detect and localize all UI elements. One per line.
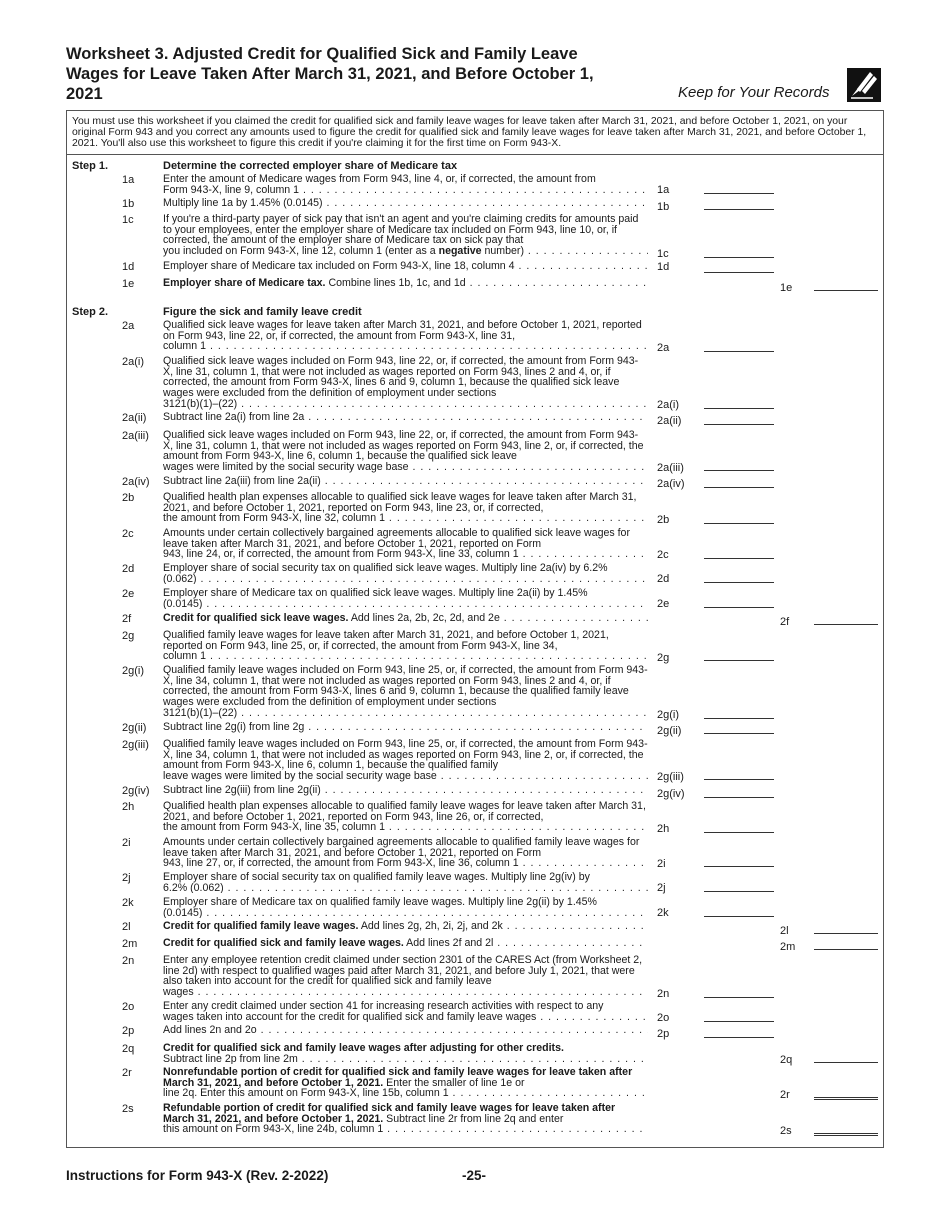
lead-bold: Credit for qualified family leave wages.: [163, 921, 359, 932]
line-description-lead: leave wages were limited by the social security wage base . . .: [163, 771, 648, 782]
line-description-bold: [163, 1043, 648, 1054]
line-text-2n: [163, 955, 648, 998]
line-text-2j: [163, 872, 648, 893]
line-ref: 1d: [657, 261, 670, 273]
step1-title: Determine the corrected employer share of Medicare tax: [163, 160, 458, 172]
amount-field-2g[interactable]: [704, 660, 774, 661]
line-ref: 2g: [657, 652, 670, 664]
line-text-2h: [163, 801, 648, 833]
line-description-lead: this amount on Form 943-X, line 24b, column 1 . . .: [163, 1124, 648, 1135]
line-description-lead: Subtract line 2p from line 2m . . .: [163, 1054, 648, 1065]
line-description-lead: (0.062) . . .: [163, 574, 648, 585]
worksheet-title: Worksheet 3. Adjusted Credit for Qualified Sick and Family Leave Wages for Leave Taken After March 31, 2021, and Before October 1, 2021: [66, 45, 594, 103]
line-description-lead: [163, 921, 648, 932]
line-description: [163, 1067, 648, 1088]
amount-field-2d[interactable]: [704, 582, 774, 583]
line-number: 1d: [122, 261, 135, 273]
line-number: 2l: [122, 921, 131, 933]
keep-records-label: Keep for Your Records: [678, 84, 830, 101]
line-description: Qualified sick leave wages included on Form 943, line 22, or, if corrected, the amount from Form 943-X, line 31, column 1, that were not included as wages reported on Form 943, lines 2 and 4, or, if corrected, the amount from Form 943-X, lines 6 and 9, column 1, because the qualified sick leave wages were excluded from the definition of employment under sections: [163, 355, 639, 400]
line-number: 1e: [122, 278, 135, 290]
amount-field-2k[interactable]: [704, 916, 774, 917]
line-description-lead: 6.2% (0.062) . . .: [163, 883, 648, 894]
line-ref: 2h: [657, 823, 670, 835]
footer-form-name: Instructions for Form 943-X (Rev. 2-2022): [66, 1168, 329, 1183]
line-number: 2p: [122, 1025, 135, 1037]
line-text-2giv: [163, 785, 648, 796]
amount-field-1e[interactable]: [814, 290, 878, 291]
lead-bold: negative: [438, 246, 482, 257]
line-description-lead: 943, line 24, or, if corrected, the amount from Form 943-X, line 33, column 1 . . .: [163, 549, 648, 560]
line-description-lead: 3121(b)(1)–(22) . . .: [163, 708, 648, 719]
line-description-lead: [163, 613, 648, 624]
line-description-lead: column 1 . . .: [163, 651, 648, 662]
line-number: 2n: [122, 955, 135, 967]
line-ref: 1c: [657, 248, 669, 260]
line-text-2gii: [163, 722, 648, 733]
line-description-lead: [163, 938, 648, 949]
line-text-2ai: [163, 356, 648, 410]
line-ref: 2q: [780, 1054, 793, 1066]
line-text-2k: [163, 897, 648, 918]
line-description-lead: wages . . .: [163, 987, 648, 998]
line-number: 2g(i): [122, 665, 145, 677]
line-number: 2s: [122, 1103, 134, 1115]
line-number: 2g(iv): [122, 785, 150, 797]
line-number: 1a: [122, 174, 135, 186]
bold-text: Refundable portion of credit for qualified sick and family leave wages for leave taken after March 31, 2021, and before October 1, 2021.: [163, 1102, 616, 1125]
line-ref: 2e: [657, 598, 670, 610]
line-text-2c: [163, 528, 648, 560]
amount-field-1d[interactable]: [704, 272, 774, 273]
amount-field-2j[interactable]: [704, 891, 774, 892]
amount-field-2giii[interactable]: [704, 779, 774, 780]
amount-field-2aiii[interactable]: [704, 470, 774, 471]
line-description-lead: Multiply line 1a by 1.45% (0.0145) . . .: [163, 198, 648, 209]
line-number: 2g(iii): [122, 739, 149, 751]
line-ref: 2j: [657, 882, 666, 894]
line-text-2aiv: [163, 476, 648, 487]
line-text-2e: [163, 588, 648, 609]
amount-field-2p[interactable]: [704, 1037, 774, 1038]
amount-field-2e[interactable]: [704, 607, 774, 608]
line-text-1a: [163, 174, 648, 195]
amount-field-2ai[interactable]: [704, 408, 774, 409]
line-number: 2f: [122, 613, 132, 625]
line-text-2p: [163, 1025, 648, 1036]
line-number: 2c: [122, 528, 134, 540]
line-number: 2m: [122, 938, 138, 950]
line-ref: 2c: [657, 549, 669, 561]
line-ref: 2f: [780, 616, 790, 628]
line-description-lead: 3121(b)(1)–(22) . . .: [163, 399, 648, 410]
line-text-1b: [163, 198, 648, 209]
line-description: [163, 1103, 648, 1124]
line-description-lead: Add lines 2n and 2o . . .: [163, 1025, 648, 1036]
line-description: Qualified sick leave wages for leave taken after March 31, 2021, and before October 1, 2021, reported on Form 943, line 22, or, if corrected, the amount from Form 943-X, line 31,: [163, 319, 642, 342]
line-ref: 2p: [657, 1028, 670, 1040]
line-number: 2g(ii): [122, 722, 147, 734]
plain-text: Subtract line 2r from line 2q and enter: [383, 1112, 564, 1125]
amount-field-2c[interactable]: [704, 558, 774, 559]
line-text-2giii: [163, 739, 648, 782]
amount-field-2a[interactable]: [704, 351, 774, 352]
lead-post: number): [481, 246, 524, 257]
line-number: 2r: [122, 1067, 132, 1079]
line-description: Enter the amount of Medicare wages from Form 943, line 4, or, if corrected, the amount from: [163, 173, 596, 185]
line-text-2i: [163, 837, 648, 869]
line-ref: 2g(iii): [657, 771, 684, 783]
line-ref: 2g(ii): [657, 725, 682, 737]
line-text-2g: [163, 630, 648, 662]
line-description-lead: Subtract line 2a(i) from line 2a . . .: [163, 412, 648, 423]
line-text-2o: [163, 1001, 648, 1022]
line-description: Employer share of Medicare tax on qualified sick leave wages. Multiply line 2a(ii) by 1.45%: [163, 587, 588, 599]
line-text-2gi: [163, 665, 648, 719]
line-ref: 2a(i): [657, 399, 680, 411]
line-number: 1c: [122, 214, 134, 226]
amount-field-2giv[interactable]: [704, 797, 774, 798]
bold-text: Credit for qualified sick and family leave wages after adjusting for other credits.: [163, 1042, 564, 1054]
amount-field-2h[interactable]: [704, 832, 774, 833]
step1-label: Step 1.: [72, 160, 109, 172]
line-ref: 2r: [780, 1089, 790, 1101]
amount-field-1b[interactable]: [704, 209, 774, 210]
line-ref: 2b: [657, 514, 670, 526]
line-description: Employer share of social security tax on qualified family leave wages. Multiply line 2g(iv) by: [163, 871, 590, 883]
step2-label: Step 2.: [72, 306, 109, 318]
lead-pre: you included on Form 943-X, line 12, column 1 (enter as a: [163, 246, 439, 257]
lead-rest: Add lines 2f and 2l: [403, 938, 494, 949]
lead-bold: Credit for qualified sick leave wages.: [163, 613, 349, 624]
line-ref: 2a(iii): [657, 462, 684, 474]
line-ref: 2o: [657, 1012, 670, 1024]
bold-text: Nonrefundable portion of credit for qualified sick and family leave wages for leave taken after March 31, 2021, and before October 1, 2021.: [163, 1066, 633, 1089]
lead-rest: Add lines 2g, 2h, 2i, 2j, and 2k: [358, 921, 503, 932]
line-ref: 2m: [780, 941, 796, 953]
line-ref: 2g(i): [657, 709, 680, 721]
line-number: 2k: [122, 897, 134, 909]
line-description: Qualified family leave wages included on Form 943, line 25, or, if corrected, the amount from Form 943-X, line 34, column 1, that were not included as wages reported on Form 943, lines 2 and 4, or, if corrected, the amount from Form 943-X, lines 6 and 9, column 1, because the qualified family leave wages were excluded from the definition of employment under sections: [163, 664, 648, 709]
line-text-2r: [163, 1067, 648, 1099]
amount-field-2n[interactable]: [704, 997, 774, 998]
line-text-1c: [163, 214, 648, 257]
line-description: Qualified family leave wages for leave taken after March 31, 2021, and before October 1, 2021, reported on Form 943, line 25, or, if corrected, the amount from Form 943-X, line 34,: [163, 629, 609, 652]
footer-page-number: -25-: [462, 1168, 487, 1183]
amount-field-1c[interactable]: [704, 257, 774, 258]
line-number: 2a(i): [122, 356, 145, 368]
line-description: Qualified family leave wages included on Form 943, line 25, or, if corrected, the amount from Form 943-X, line 34, column 1, that were not included as wages reported on Form 943, line 2, or, if corrected, the amount from Form 943-X, line 6, column 1, because the qualified family: [163, 738, 648, 772]
line-description: Employer share of Medicare tax on qualified family leave wages. Multiply line 2g(ii) by 1.45%: [163, 896, 597, 908]
line-ref: 2i: [657, 858, 666, 870]
line-number: 2j: [122, 872, 131, 884]
line-description: Qualified health plan expenses allocable to qualified sick leave wages for leave taken after March 31, 2021, and before October 1, 2021, reported on Form 943, line 23, or, if corrected,: [163, 491, 637, 514]
line-ref: 1e: [780, 282, 793, 294]
line-description: Enter any employee retention credit claimed under section 2301 of the CARES Act (from Worksheet 2, line 2d) with respect to qualified wages paid after March 31, 2021, and before July 1, 2021, that were also taken into account for the credit for qualified sick and family leave: [163, 954, 643, 988]
line-description-lead: column 1 . . .: [163, 341, 648, 352]
line-number: 2i: [122, 837, 131, 849]
plain-text: Enter the smaller of line 1e or: [383, 1076, 525, 1089]
amount-field-1a[interactable]: [704, 193, 774, 194]
intro-divider: [66, 154, 884, 155]
line-text-2a: [163, 320, 648, 352]
line-text-2aiii: [163, 430, 648, 473]
line-text-2f: [163, 613, 648, 624]
lead-rest: Combine lines 1b, 1c, and 1d: [325, 278, 466, 289]
line-description-lead: [163, 246, 648, 257]
amount-field-2i[interactable]: [704, 866, 774, 867]
line-description-lead: the amount from Form 943-X, line 32, column 1 . . .: [163, 513, 648, 524]
line-ref: 2a(iv): [657, 478, 685, 490]
amount-field-2l[interactable]: [814, 933, 878, 934]
line-text-2q: [163, 1043, 648, 1064]
line-description-lead: Subtract line 2g(iii) from line 2g(ii) . . .: [163, 785, 648, 796]
line-ref: 2n: [657, 988, 670, 1000]
line-ref: 2l: [780, 925, 789, 937]
line-text-2l: [163, 921, 648, 932]
lead-bold: Credit for qualified sick and family leave wages.: [163, 938, 404, 949]
intro-text: You must use this worksheet if you claimed the credit for qualified sick and family leave wages for leave taken after March 31, 2021, and before October 1, 2021, on your original Form 943 and you correct any amounts used to figure the credit for qualified sick and family leave wages for leave taken after March 31, 2021, and before October 1, 2021. You'll also use this worksheet to figure this credit if you're claiming it for the first time on Form 943-X.: [72, 116, 867, 149]
line-description-lead: the amount from Form 943-X, line 35, column 1 . . .: [163, 822, 648, 833]
amount-field-2o[interactable]: [704, 1021, 774, 1022]
amount-field-2aii[interactable]: [704, 424, 774, 425]
amount-field-2r[interactable]: [814, 1097, 878, 1100]
line-number: 2e: [122, 588, 135, 600]
line-number: 1b: [122, 198, 135, 210]
line-description: Qualified sick leave wages included on Form 943, line 22, or, if corrected, the amount from Form 943-X, line 31, column 1, that were not included as wages reported on Form 943, line 2, or, if corrected, the amount from Form 943-X, line 6, column 1, because the qualified sick leave: [163, 429, 644, 463]
line-description: Employer share of social security tax on qualified sick leave wages. Multiply line 2a(iv) by 6.2%: [163, 562, 608, 574]
line-number: 2o: [122, 1001, 135, 1013]
line-number: 2q: [122, 1043, 135, 1055]
line-ref: 2a: [657, 342, 670, 354]
line-number: 2h: [122, 801, 135, 813]
line-description-lead: (0.0145) . . .: [163, 908, 648, 919]
line-text-2s: [163, 1103, 648, 1135]
line-description-lead: line 2q. Enter this amount on Form 943-X, line 15b, column 1 . . .: [163, 1088, 648, 1099]
line-text-1e: [163, 278, 648, 289]
line-number: 2b: [122, 492, 135, 504]
line-description-lead: 943, line 27, or, if corrected, the amount from Form 943-X, line 36, column 1 . . .: [163, 858, 648, 869]
lead-bold: Employer share of Medicare tax.: [163, 278, 326, 289]
line-text-2d: [163, 563, 648, 584]
line-ref: 1b: [657, 201, 670, 213]
line-number: 2a(iii): [122, 430, 149, 442]
line-ref: 2a(ii): [657, 415, 682, 427]
line-description: If you're a third-party payer of sick pay that isn't an agent and you're claiming credits for amounts paid to your employees, enter the employer share of Medicare tax included on Form 943, line 10, or, if corrected, the amount of the employer share of Medicare tax on sick pay that: [163, 213, 639, 247]
amount-field-2aiv[interactable]: [704, 487, 774, 488]
line-number: 2g: [122, 630, 135, 642]
line-description-lead: wages taken into account for the credit for qualified sick and family leave wages . . .: [163, 1012, 648, 1023]
line-description-lead: (0.0145) . . .: [163, 599, 648, 610]
line-description-lead: [163, 278, 648, 289]
line-number: 2a: [122, 320, 135, 332]
line-text-2b: [163, 492, 648, 524]
amount-field-2b[interactable]: [704, 523, 774, 524]
line-number: 2d: [122, 563, 135, 575]
line-description-lead: wages were limited by the social security wage base . . .: [163, 462, 648, 473]
amount-field-2gi[interactable]: [704, 718, 774, 719]
line-description: Amounts under certain collectively bargained agreements allocable to qualified sick leave wages for leave taken after March 31, 2021, and before October 1, 2021, reported on Form: [163, 527, 630, 550]
lead-rest: Add lines 2a, 2b, 2c, 2d, and 2e: [348, 613, 500, 624]
line-number: 2a(iv): [122, 476, 150, 488]
amount-field-2q[interactable]: [814, 1062, 878, 1063]
line-ref: 2k: [657, 907, 669, 919]
line-description: Enter any credit claimed under section 41 for increasing research activities with respect to any: [163, 1000, 604, 1012]
line-text-2aii: [163, 412, 648, 423]
step2-title: Figure the sick and family leave credit: [163, 306, 362, 318]
line-ref: 2g(iv): [657, 788, 685, 800]
line-text-2m: [163, 938, 648, 949]
line-description-lead: Employer share of Medicare tax included on Form 943-X, line 18, column 4 . . .: [163, 261, 648, 272]
line-description: Amounts under certain collectively bargained agreements allocable to qualified family leave wages for leave taken after March 31, 2021, and before October 1, 2021, reported on Form: [163, 836, 640, 859]
pencil-notepad-icon: [847, 68, 881, 102]
line-description-lead: Form 943-X, line 9, column 1 . . .: [163, 185, 648, 196]
amount-field-2gii[interactable]: [704, 733, 774, 734]
line-text-1d: [163, 261, 648, 272]
line-description: Qualified health plan expenses allocable to qualified family leave wages for leave taken after March 31, 2021, and before October 1, 2021, reported on Form 943, line 26, or, if corrected,: [163, 800, 646, 823]
line-ref: 2s: [780, 1125, 792, 1137]
line-ref: 1a: [657, 184, 670, 196]
line-ref: 2d: [657, 573, 670, 585]
amount-field-2m[interactable]: [814, 949, 878, 950]
line-description-lead: Subtract line 2g(i) from line 2g . . .: [163, 722, 648, 733]
amount-field-2s[interactable]: [814, 1133, 878, 1136]
line-description-lead: Subtract line 2a(iii) from line 2a(ii) . . .: [163, 476, 648, 487]
line-number: 2a(ii): [122, 412, 147, 424]
amount-field-2f[interactable]: [814, 624, 878, 625]
